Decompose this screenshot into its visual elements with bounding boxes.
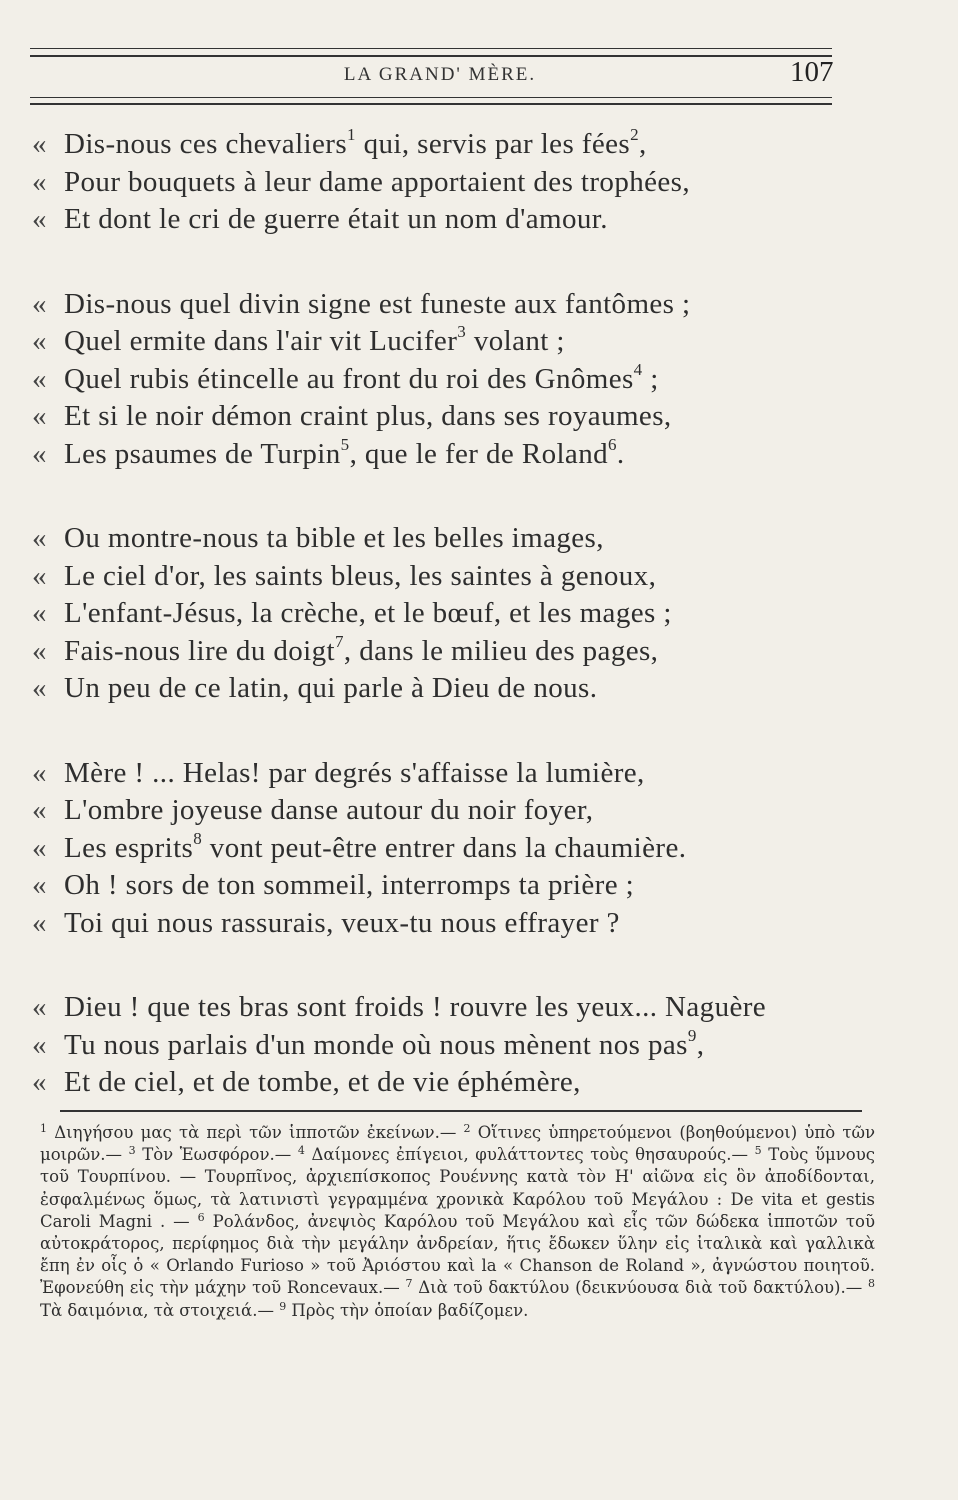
verse-line — [32, 520, 892, 558]
quote-mark: « — [32, 203, 47, 235]
verse-line — [32, 436, 892, 474]
verse-text: Quel ermite dans l'air vit Lucifer — [64, 325, 458, 357]
footnote-number: 8 — [867, 1277, 875, 1291]
footnote-ref: 5 — [340, 434, 350, 454]
verse-text: Dis-nous ces chevaliers — [64, 128, 348, 160]
verse-text: Les esprits — [64, 831, 194, 864]
footnote-text: Τὸν Ἑωσφόρον.— — [135, 1145, 298, 1165]
verse-line — [32, 755, 892, 793]
header-rule-top — [30, 48, 832, 49]
quote-mark: « — [32, 672, 47, 704]
verse-text: Quel rubis étincelle au front du roi des Gnômes — [64, 362, 634, 395]
quote-mark: « — [32, 400, 47, 432]
stanza — [32, 520, 892, 708]
stanza — [32, 989, 892, 1102]
verse-text: Et de ciel, et de tombe, et de vie éphémère, — [64, 1066, 581, 1098]
header-rule-top-thick — [30, 55, 832, 57]
footnote-ref: 3 — [457, 322, 467, 341]
quote-mark: « — [32, 1028, 47, 1061]
footnote-text: Τοὺς ὕμνους τοῦ Τουρπίνου. — Τουρπῖνος, ἀρχιεπίσκοπος Ρουέννης κατὰ τὸν Η' αἰῶνα εἰς ὃν ἀποδίδονται, ἐσφαλμένως ὅμως, τὰ λατινιστὶ γεγραμμένα χρονικὰ Καρόλου τοῦ Μεγάλου : De vita et gestis Caroli Magni . — — [40, 1145, 875, 1231]
footnote-text: Διὰ τοῦ δακτύλου (δεικνύουσα διὰ τοῦ δακτύλου).— — [412, 1278, 868, 1298]
header-rule-bottom — [30, 97, 832, 98]
footnote-text: Τὰ δαιμόνια, τὰ στοιχειά.— — [40, 1300, 280, 1320]
quote-mark: « — [32, 756, 47, 789]
verse-line — [32, 361, 892, 399]
footnote-ref: 4 — [633, 359, 643, 379]
verse-text: vont peut-être entrer dans la chaumière. — [202, 831, 687, 864]
verse-text: Un peu de ce latin, qui parle à Dieu de nous. — [64, 672, 598, 704]
verse-text: Toi qui nous rassurais, veux-tu nous effrayer ? — [64, 906, 620, 939]
verse-line — [32, 905, 892, 943]
quote-mark: « — [32, 325, 47, 357]
quote-mark: « — [32, 597, 47, 629]
verse-line — [32, 1064, 892, 1102]
verse-text: Et dont le cri de guerre était un nom d'amour. — [64, 203, 608, 235]
verse-text: , — [638, 128, 647, 160]
verse-line — [32, 201, 892, 239]
page-number: 107 — [790, 56, 834, 88]
verse-text: qui, servis par les fées — [355, 128, 631, 160]
footnote-ref: 9 — [687, 1025, 697, 1045]
footnote-ref: 2 — [630, 125, 639, 144]
verse-text: Ou montre-nous ta bible et les belles images, — [64, 522, 604, 554]
verse-text: . — [616, 437, 625, 470]
verse-line — [32, 126, 892, 164]
footnote-number: 2 — [463, 1122, 471, 1135]
footnote-number: 9 — [279, 1299, 287, 1313]
quote-mark: « — [32, 831, 47, 864]
verse-line — [32, 595, 892, 633]
verse-text: Et si le noir démon craint plus, dans ses royaumes, — [64, 400, 672, 432]
verse-text: , — [696, 1028, 705, 1061]
verse-text: , dans le milieu des pages, — [343, 634, 659, 667]
verse-line — [32, 1027, 892, 1065]
quote-mark: « — [32, 869, 47, 901]
quote-mark: « — [32, 906, 47, 939]
footnote-text: Δαίμονες ἐπίγειοι, φυλάττοντες τοὺς θησαυρούς.— — [304, 1145, 755, 1165]
verse-text: , que le fer de Roland — [349, 437, 608, 470]
footnote-text: Οἵτινες ὑπηρετούμενοι (βοηθούμενοι) ὑπὸ τῶν μοιρῶν.— — [40, 1123, 875, 1165]
verse-line — [32, 830, 892, 868]
verse-text: Tu nous parlais d'un monde où nous mènent nos pas — [64, 1028, 688, 1061]
verse-text: Les psaumes de Turpin — [64, 437, 341, 470]
quote-mark: « — [32, 794, 47, 826]
verse-line — [32, 164, 892, 202]
footnote-ref: 7 — [335, 631, 344, 651]
footnote-paragraph — [40, 1122, 875, 1322]
verse-line — [32, 286, 892, 324]
verse-text: Dieu ! que tes bras sont froids ! rouvre les yeux... Naguère — [64, 991, 767, 1023]
running-head: LA GRAND' MÈRE. — [343, 64, 537, 85]
header-rule-bottom-thick — [30, 103, 832, 105]
verse-line — [32, 670, 892, 708]
quote-mark: « — [32, 522, 47, 554]
verse-text: Le ciel d'or, les saints bleus, les saintes à genoux, — [64, 559, 657, 592]
footnote-ref: 8 — [193, 828, 203, 848]
stanza — [32, 126, 892, 239]
footnote-text: Πρὸς τὴν ὁποίαν βαδίζομεν. — [286, 1300, 529, 1320]
verse-text: Dis-nous quel divin signe est funeste aux fantômes ; — [64, 287, 691, 320]
quote-mark: « — [32, 991, 47, 1023]
verse-text: Pour bouquets à leur dame apportaient des trophées, — [64, 165, 691, 198]
verse-text: Mère ! ... Helas! par degrés s'affaisse la lumière, — [64, 756, 645, 789]
footnote-number: 4 — [297, 1144, 305, 1158]
verse-line — [32, 398, 892, 436]
verse-text: Oh ! sors de ton sommeil, interromps ta prière ; — [64, 869, 635, 901]
verse-text: ; — [642, 362, 659, 395]
footnote-ref: 1 — [347, 125, 356, 144]
quote-mark: « — [32, 559, 47, 592]
verse-text: L'enfant-Jésus, la crèche, et le bœuf, et les mages ; — [64, 597, 672, 629]
verse-line — [32, 633, 892, 671]
quote-mark: « — [32, 634, 47, 667]
footnote-text: Ρολάνδος, ἀνεψιὸς Καρόλου τοῦ Μεγάλου καὶ εἷς τῶν δώδεκα ἱπποτῶν τοῦ αὐτοκράτορος, περίφημος διὰ τὴν μεγάλην ἀνδρείαν, ἥτις ἔδωκεν ὕλην εἰς ἰταλικὰ καὶ γαλλικὰ ἔπη ἐν οἷς ὁ « Orlando Furioso » τοῦ Ἀριόστου καὶ la « Chanson de Roland », ἀγνώστου ποιητοῦ. Ἐφονεύθη εἰς τὴν μάχην τοῦ Roncevaux.— — [40, 1211, 875, 1298]
footnote-rule — [60, 1110, 862, 1112]
quote-mark: « — [32, 362, 47, 395]
verse-line — [32, 867, 892, 905]
footnote-ref: 6 — [608, 434, 617, 454]
footnote-number: 6 — [197, 1210, 205, 1224]
poem — [32, 126, 892, 1149]
footnote-number: 1 — [40, 1122, 47, 1135]
verse-line — [32, 323, 892, 361]
verse-line — [32, 989, 892, 1027]
footnote-number: 7 — [405, 1277, 413, 1291]
footnotes — [40, 1122, 875, 1322]
quote-mark: « — [32, 165, 47, 198]
footnote-number: 5 — [754, 1144, 762, 1158]
quote-mark: « — [32, 1066, 47, 1098]
verse-line — [32, 558, 892, 596]
quote-mark: « — [32, 128, 47, 160]
verse-text: volant ; — [466, 325, 565, 357]
stanza — [32, 286, 892, 474]
quote-mark: « — [32, 437, 47, 470]
stanza — [32, 755, 892, 943]
footnote-number: 3 — [128, 1144, 136, 1158]
verse-line — [32, 792, 892, 830]
footnote-text: Διηγήσου μας τὰ περὶ τῶν ἱπποτῶν ἐκείνων.— — [47, 1123, 464, 1142]
verse-text: L'ombre joyeuse danse autour du noir foyer, — [64, 794, 594, 826]
verse-text: Fais-nous lire du doigt — [64, 634, 335, 667]
quote-mark: « — [32, 287, 47, 320]
